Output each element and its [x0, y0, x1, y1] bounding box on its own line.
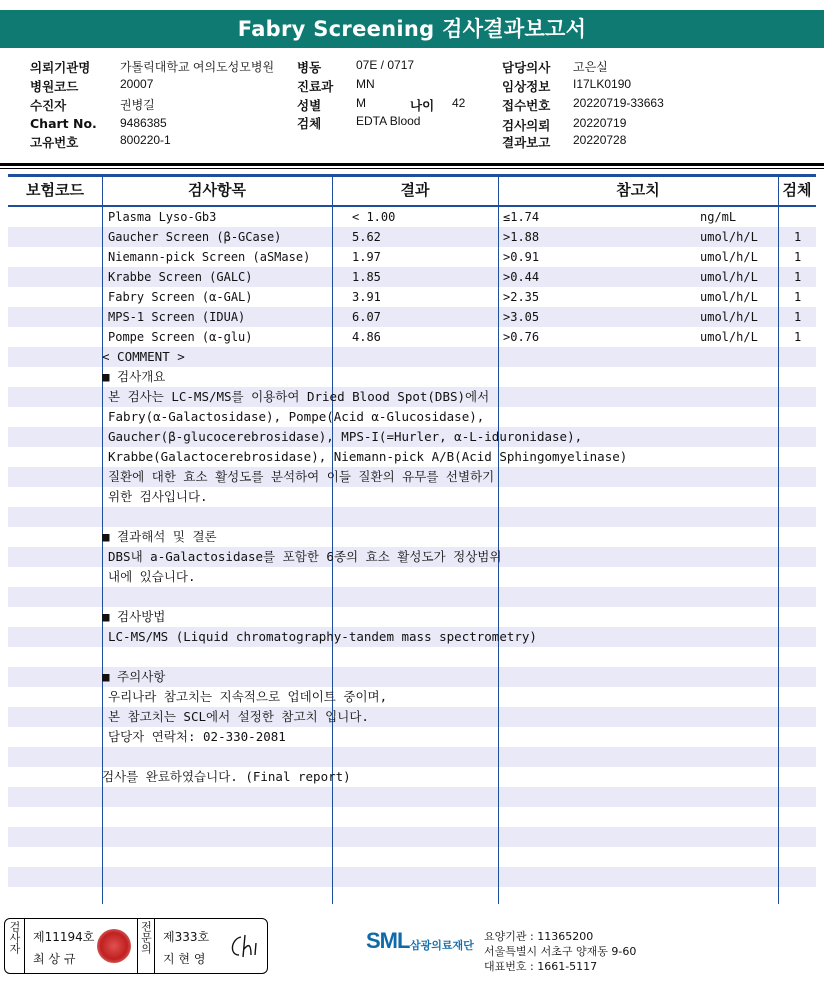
result-cell: < 1.00 — [352, 210, 396, 224]
ward-value: 07E / 0717 — [356, 58, 415, 72]
logo-name: 삼광의료재단 — [410, 939, 474, 952]
specialist-title — [137, 919, 155, 973]
sml-logo — [366, 928, 474, 954]
patient-info — [0, 56, 824, 156]
result-cell: 3.91 — [352, 290, 381, 304]
report-title: Fabry Screening 검사결과보고서 — [0, 10, 824, 48]
physician-label: 담당의사 — [502, 60, 551, 75]
unit-cell: umol/h/L — [700, 230, 758, 244]
specialist-name: 지 현 영 — [163, 952, 206, 966]
unit-cell: ng/mL — [700, 210, 737, 224]
department-value: MN — [356, 77, 375, 91]
report-date-label: 결과보고 — [502, 135, 551, 150]
test-item-cell: MPS-1 Screen (IDUA) — [108, 310, 246, 324]
specialist-title-text: 전문의 — [139, 921, 153, 954]
table-row-stripe — [8, 807, 816, 827]
patient-name-value: 권병길 — [120, 98, 155, 112]
table-row-stripe — [8, 787, 816, 807]
unit-cell: umol/h/L — [700, 290, 758, 304]
reference-range-cell: >0.76 — [503, 330, 540, 344]
sex-label: 성별 — [297, 98, 322, 113]
test-item-cell: Pompe Screen (α-glu) — [108, 330, 253, 344]
referring-hospital-label: 의뢰기관명 — [30, 60, 91, 75]
table-row-stripe — [8, 867, 816, 887]
clinical-info-value: I17LK0190 — [573, 77, 632, 91]
specimen-cell: 1 — [794, 290, 802, 304]
result-cell: 5.62 — [352, 230, 381, 244]
table-row-stripe — [8, 847, 816, 867]
specimen-cell: 1 — [794, 250, 802, 264]
reference-range-cell: >2.35 — [503, 290, 540, 304]
table-row — [8, 247, 816, 267]
specimen-value: EDTA Blood — [356, 114, 421, 128]
logo-mark: SML — [366, 928, 410, 953]
table-row-stripe — [8, 887, 816, 907]
institution-code: 요양기관 : 11365200 — [484, 930, 594, 943]
header-test-item: 검사항목 — [188, 181, 246, 199]
table-row — [8, 307, 816, 327]
result-cell: 1.97 — [352, 250, 381, 264]
institution-address: 서울특별시 서초구 양재동 9-60 — [484, 945, 637, 958]
table-row — [8, 207, 816, 227]
physician-value: 고은실 — [573, 60, 608, 74]
reference-range-cell: >0.91 — [503, 250, 540, 264]
result-cell: 4.86 — [352, 330, 381, 344]
header-result: 결과 — [400, 181, 430, 199]
table-row — [8, 227, 816, 247]
specimen-cell: 1 — [794, 330, 802, 344]
header-insurance-code: 보험코드 — [26, 181, 84, 199]
table-row-stripe — [8, 827, 816, 847]
reference-range-cell: >0.44 — [503, 270, 540, 284]
test-item-cell: Fabry Screen (α-GAL) — [108, 290, 253, 304]
request-date-value: 20220719 — [573, 116, 627, 130]
department-label: 진료과 — [297, 79, 334, 94]
comment-line: DBS내 a-Galactosidase를 포함한 6종의 효소 활성도가 정상범위 — [108, 549, 502, 564]
specimen-cell: 1 — [794, 230, 802, 244]
examiner-name: 최 상 규 — [33, 952, 76, 966]
signature-box — [4, 918, 268, 974]
official-seal — [97, 929, 131, 963]
patient-name-label: 수진자 — [30, 98, 67, 113]
result-cell: 6.07 — [352, 310, 381, 324]
comment-line: ■ 검사방법 — [102, 609, 166, 624]
age-value: 42 — [452, 96, 466, 110]
chart-no-value: 9486385 — [120, 116, 167, 130]
institution-phone: 대표번호 : 1661-5117 — [484, 960, 598, 973]
examiner-license-no: 제11194호 — [33, 930, 95, 944]
comment-line: ■ 검사개요 — [102, 369, 166, 384]
request-date-label: 검사의뢰 — [502, 118, 551, 133]
unique-id-value: 800220-1 — [120, 133, 171, 147]
comment-line: ■ 주의사항 — [102, 669, 166, 684]
comment-line: Gaucher(β-glucocerebrosidase), MPS-I(=Hurler, α-L-iduronidase), — [108, 429, 583, 444]
receipt-no-value: 20220719-33663 — [573, 96, 664, 110]
examiner-title-text: 검사자 — [8, 921, 21, 954]
comment-line: 담당자 연락처: 02-330-2081 — [108, 729, 286, 744]
chart-no-label: Chart No. — [30, 116, 97, 131]
report-date-value: 20220728 — [573, 133, 627, 147]
specimen-cell: 1 — [794, 310, 802, 324]
comment-line: 검사를 완료하였습니다. (Final report) — [102, 769, 351, 784]
header-reference: 참고치 — [616, 181, 660, 199]
result-cell: 1.85 — [352, 270, 381, 284]
hospital-code-value: 20007 — [120, 77, 154, 91]
comment-line: 우리나라 참고치는 지속적으로 업데이트 중이며, — [108, 689, 388, 704]
comment-line: 위한 검사입니다. — [108, 489, 208, 504]
unit-cell: umol/h/L — [700, 270, 758, 284]
test-item-cell: Plasma Lyso-Gb3 — [108, 210, 217, 224]
comment-line: 본 검사는 LC-MS/MS를 이용하여 Dried Blood Spot(DBS)에서 — [108, 389, 490, 404]
unique-id-label: 고유번호 — [30, 135, 79, 150]
reference-range-cell: ≤1.74 — [503, 210, 540, 224]
specimen-label: 검체 — [297, 116, 322, 131]
comment-line — [102, 747, 824, 767]
receipt-no-label: 접수번호 — [502, 98, 551, 113]
comment-line: Fabry(α-Galactosidase), Pompe(Acid α-Glucosidase), — [108, 409, 485, 424]
comment-line: 본 참고치는 SCL에서 설정한 참고치 입니다. — [108, 709, 369, 724]
table-row — [8, 267, 816, 287]
reference-range-cell: >1.88 — [503, 230, 540, 244]
examiner-title — [5, 919, 25, 973]
specimen-cell: 1 — [794, 270, 802, 284]
comment-line: 내에 있습니다. — [108, 569, 196, 584]
referring-hospital-value: 가톨릭대학교 여의도성모병원 — [120, 60, 275, 74]
header-specimen: 검체 — [782, 181, 812, 199]
comment-line — [102, 507, 824, 527]
comment-line: < COMMENT > — [102, 349, 185, 364]
comment-line: LC-MS/MS (Liquid chromatography-tandem mass spectrometry) — [108, 629, 537, 644]
ward-label: 병동 — [297, 60, 322, 75]
unit-cell: umol/h/L — [700, 330, 758, 344]
table-row — [8, 287, 816, 307]
specialist-license-no: 제333호 — [163, 930, 210, 944]
comment-line — [102, 587, 824, 607]
comment-line: ■ 결과해석 및 결론 — [102, 529, 217, 544]
unit-cell: umol/h/L — [700, 310, 758, 324]
test-item-cell: Krabbe Screen (GALC) — [108, 270, 253, 284]
test-item-cell: Niemann-pick Screen (aSMase) — [108, 250, 311, 264]
age-label: 나이 — [410, 98, 435, 113]
unit-cell: umol/h/L — [700, 250, 758, 264]
comment-line: 질환에 대한 효소 활성도를 분석하여 이들 질환의 유무를 선별하기 — [108, 469, 495, 484]
test-item-cell: Gaucher Screen (β-GCase) — [108, 230, 282, 244]
comment-line — [102, 647, 824, 667]
sex-value: M — [356, 96, 366, 110]
hospital-code-label: 병원코드 — [30, 79, 79, 94]
report-footer — [0, 914, 824, 983]
table-row — [8, 327, 816, 347]
comment-line: Krabbe(Galactocerebrosidase), Niemann-pick A/B(Acid Sphingomyelinase) — [108, 449, 628, 464]
results-table-header — [8, 174, 816, 206]
header-divider — [0, 163, 824, 169]
signature-image — [227, 931, 263, 961]
clinical-info-label: 임상정보 — [502, 79, 551, 94]
reference-range-cell: >3.05 — [503, 310, 540, 324]
